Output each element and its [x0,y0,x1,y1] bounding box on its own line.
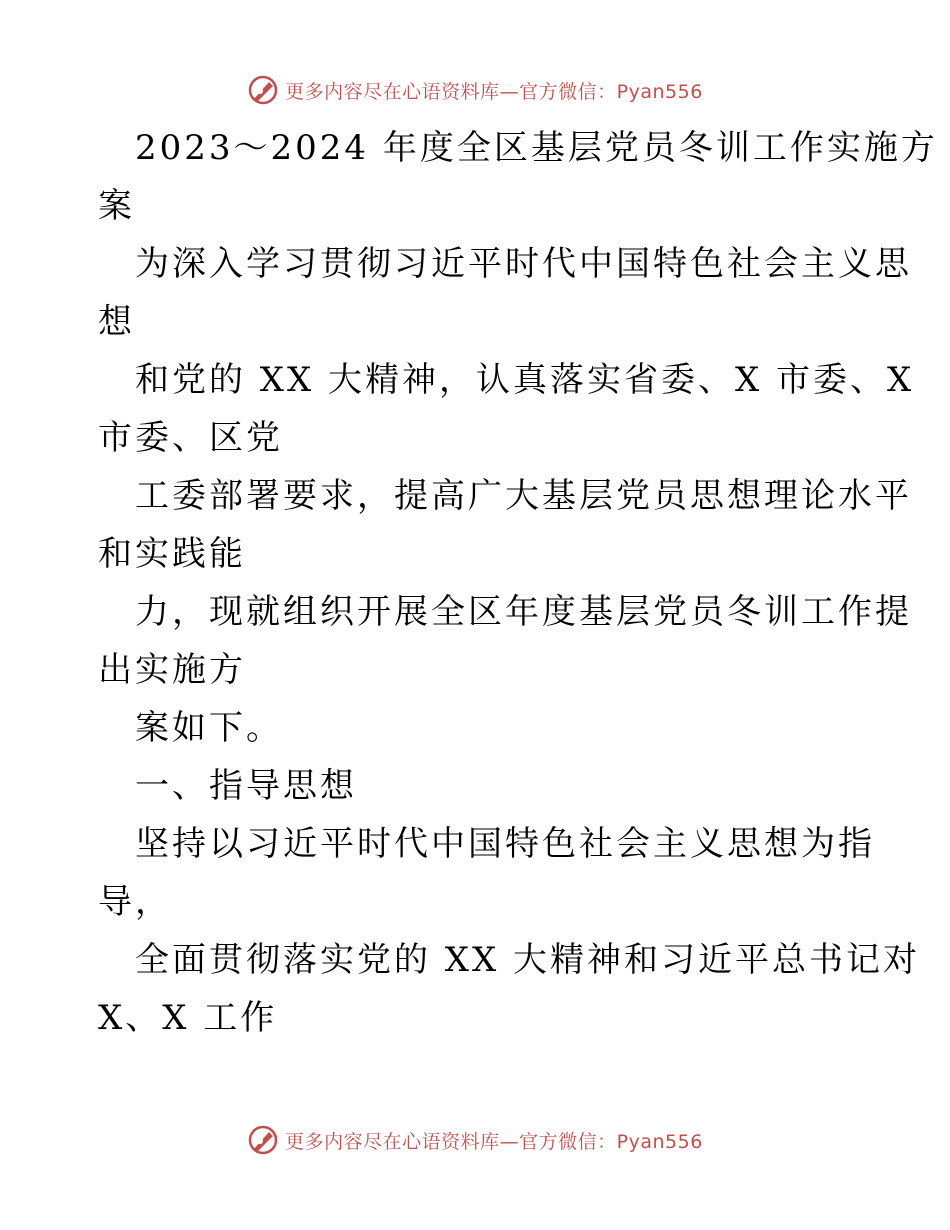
paragraph-line: 案如下。 [135,708,283,748]
section-heading: 一、指导思想 [135,766,357,806]
paragraph-line: 全面贯彻落实党的 XX 大精神和习近平总书记对 [135,940,921,980]
title-line-1: 2023～2024 年度全区基层党员冬训工作实施方 [135,128,938,168]
paragraph-line: 工委部署要求，提高广大基层党员思想理论水平 [135,476,912,516]
footer-watermark [0,1122,950,1158]
paragraph-line: 坚持以习近平时代中国特色社会主义思想为指 [135,824,875,864]
paragraph-line: 出实施方 [98,650,246,690]
paragraph-line: 和党的 XX 大精神，认真落实省委、X 市委、X [135,360,915,400]
paragraph-line: X、X 工作 [98,998,278,1038]
paragraph-line: 和实践能 [98,534,246,574]
watermark-text: 更多内容尽在心语资料库—官方微信：Pyan556 [285,1130,703,1153]
paragraph-line: 为深入学习贯彻习近平时代中国特色社会主义思 [135,244,912,284]
pen-circle-logo-icon [247,74,279,106]
pen-circle-logo-icon [247,1124,279,1156]
paragraph-line: 导， [98,882,172,922]
title-line-2: 案 [98,186,135,226]
paragraph-line: 市委、区党 [98,418,283,458]
paragraph-line: 力，现就组织开展全区年度基层党员冬训工作提 [135,592,912,632]
header-watermark [0,72,950,108]
paragraph-line: 想 [98,302,135,342]
watermark-text: 更多内容尽在心语资料库—官方微信：Pyan556 [285,80,703,103]
